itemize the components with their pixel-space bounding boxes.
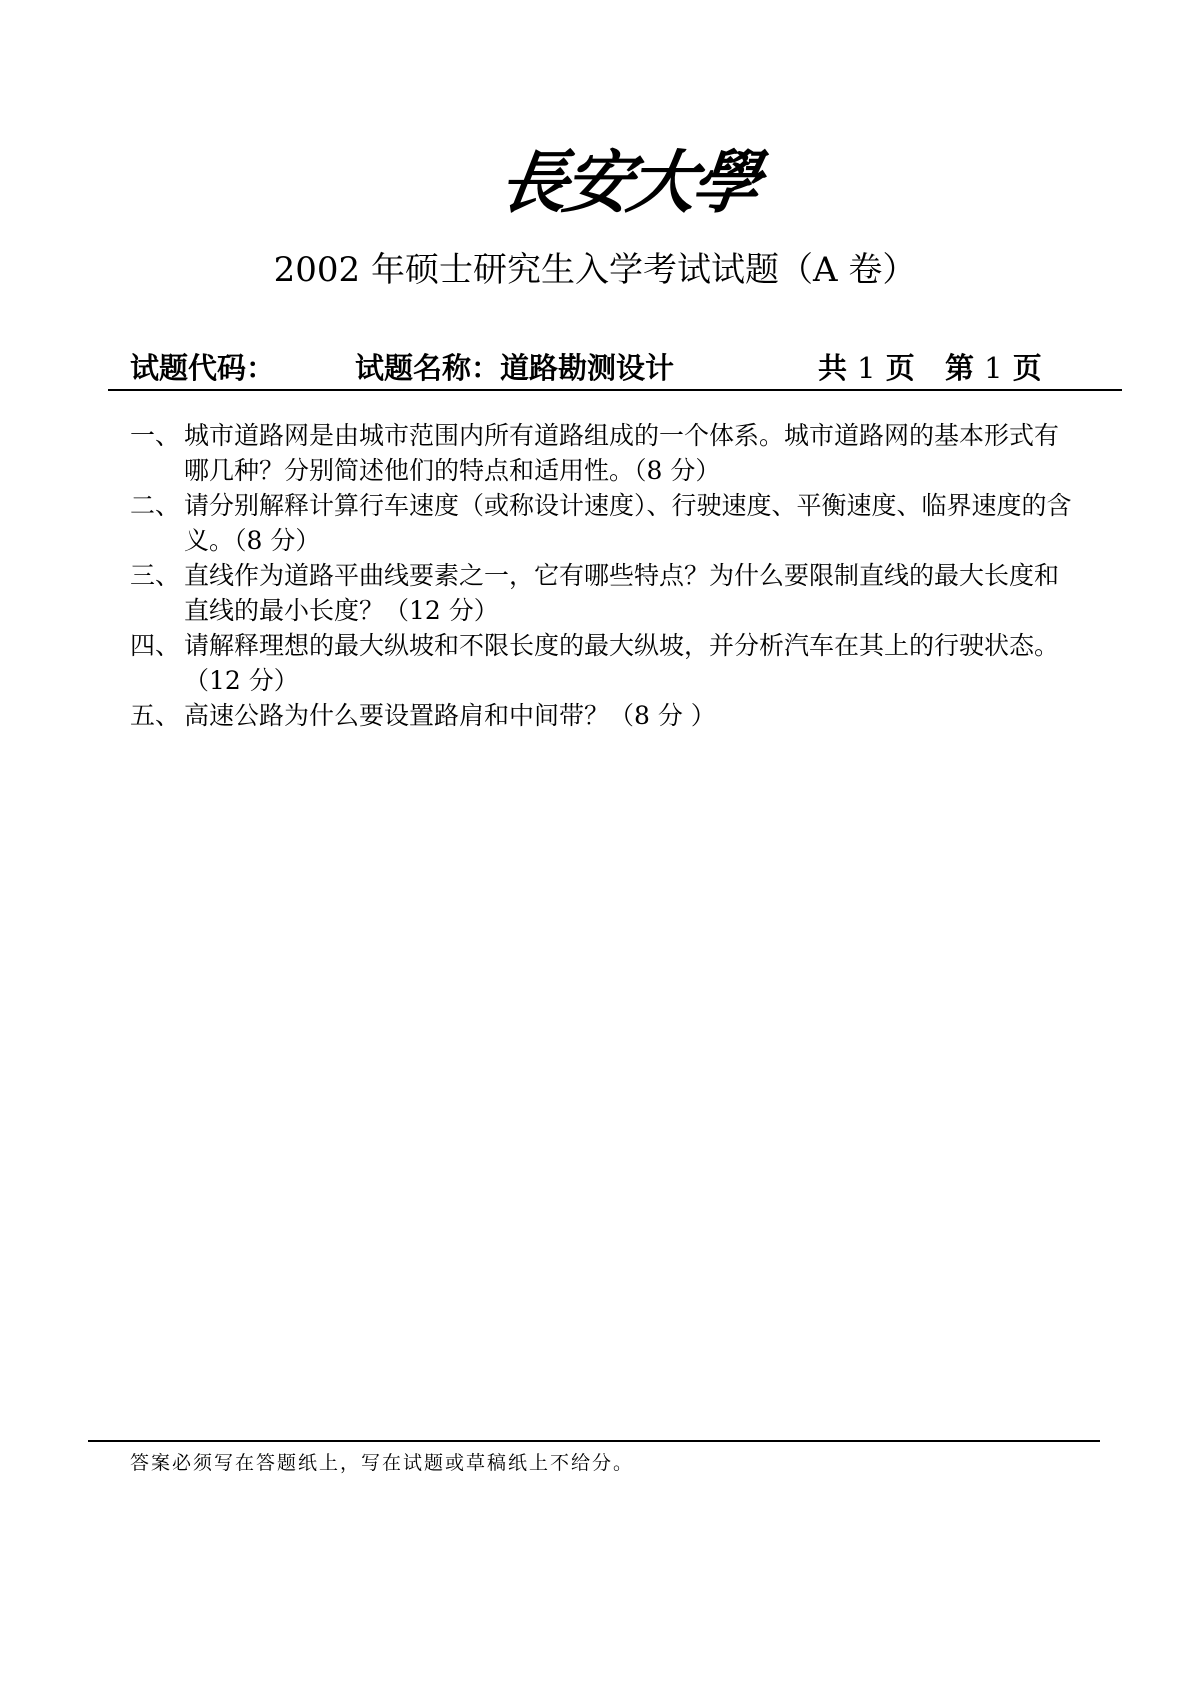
question-item xyxy=(130,558,1080,628)
question-text: 高速公路为什么要设置路肩和中间带？（8 分 ） xyxy=(184,701,716,730)
exam-header xyxy=(108,346,1120,390)
exam-name-label: 试题名称：道路勘测设计 xyxy=(355,351,675,385)
page-current-unit: 页 xyxy=(1012,351,1042,385)
question-item xyxy=(130,628,1080,698)
question-number: 四、 xyxy=(130,631,181,660)
exam-code-label: 试题代码： xyxy=(130,351,276,385)
question-item xyxy=(130,488,1080,558)
exam-title: 2002 年硕士研究生入学考试试题（A 卷） xyxy=(273,250,917,290)
page-info xyxy=(818,346,1042,390)
university-logo: 長安大學 xyxy=(494,143,762,223)
question-item xyxy=(130,698,1080,733)
question-text: 请解释理想的最大纵坡和不限长度的最大纵坡，并分析汽车在其上的行驶状态。（12 分） xyxy=(184,631,1060,695)
answer-instruction: 答案必须写在答题纸上，写在试题或草稿纸上不给分。 xyxy=(130,1452,635,1474)
page-total-unit: 页 xyxy=(885,351,915,385)
question-text: 直线作为道路平曲线要素之一，它有哪些特点？为什么要限制直线的最大长度和直线的最小长度？（12 分） xyxy=(184,561,1060,625)
question-number: 二、 xyxy=(130,491,181,520)
page-total-number: 1 xyxy=(857,351,876,385)
page-total-prefix: 共 xyxy=(818,351,848,385)
header-divider xyxy=(108,389,1122,391)
question-text: 城市道路网是由城市范围内所有道路组成的一个体系。城市道路网的基本形式有哪几种？分别简述他们的特点和适用性。（8 分） xyxy=(184,421,1060,485)
question-item xyxy=(130,418,1080,488)
page-current-number: 1 xyxy=(984,351,1003,385)
question-number: 一、 xyxy=(130,421,181,450)
question-text: 请分别解释计算行车速度（或称设计速度）、行驶速度、平衡速度、临界速度的含义。（8 分） xyxy=(184,491,1072,555)
question-list xyxy=(130,418,1080,733)
question-number: 五、 xyxy=(130,701,181,730)
page-current-prefix: 第 xyxy=(945,351,975,385)
question-number: 三、 xyxy=(130,561,181,590)
footer-divider xyxy=(88,1440,1100,1442)
